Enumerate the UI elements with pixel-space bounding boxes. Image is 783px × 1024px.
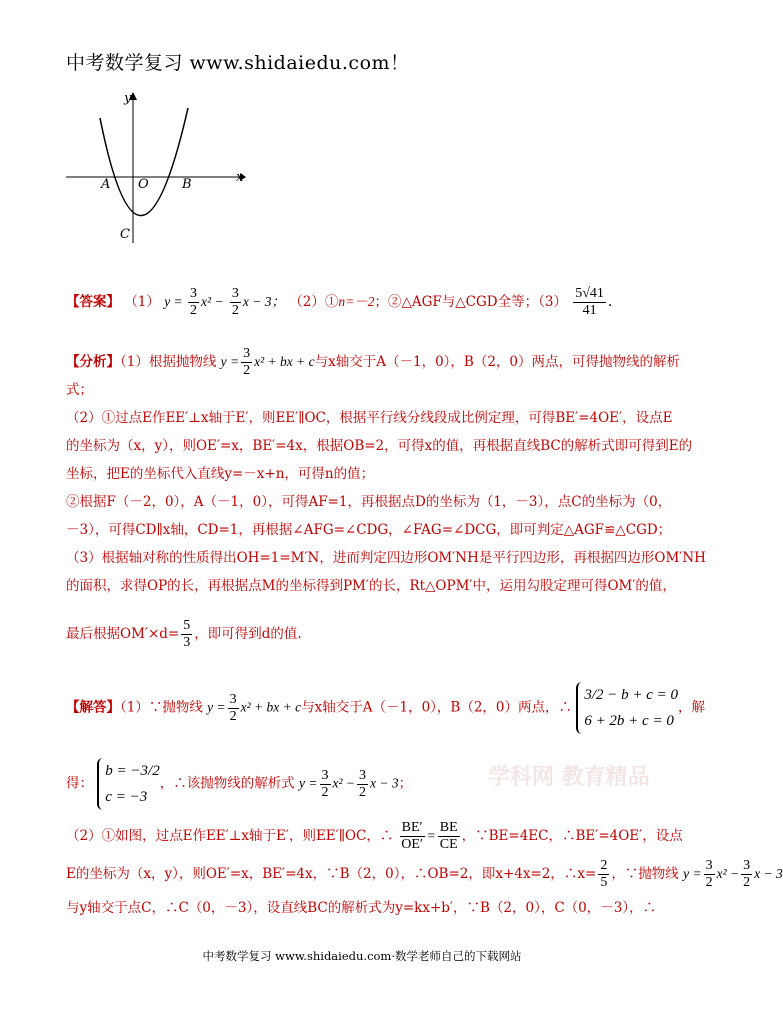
solution-line-4: E的坐标为（x，y），则OE′=x，BE′=4x，∵B（2，0），∴OB=2，即x+4x=2，∴x= $\frac{2}{5}$ ，∵抛物线 y = $\frac{3}{2}$ x² − $\frac{3}{2}$ x − 3 [66, 858, 783, 890]
answer-end: . [607, 294, 613, 310]
page-header: 中考数学复习 www.shidaiedu.com！ [66, 52, 410, 74]
solution-tag: 【解答】 [66, 699, 120, 716]
analysis-line-7: －3），可得CD∥x轴，CD=1，再根据∠AFG=∠CDG，∠FAG=∠DCG，即可判定△AGF≌△CGD； [66, 522, 672, 538]
answer-eq-mid: x² − [201, 294, 224, 309]
y-axis-label: y [124, 91, 132, 106]
parabola-graph [60, 88, 250, 248]
analysis-line-8: （3）根据轴对称的性质得出OH=1=M′N，进而判定四边形OM′NH是平行四边形，再根据四边形OM′NH [66, 550, 706, 566]
answer-part3-denominator: 41 [582, 303, 597, 318]
analysis-line-10: 最后根据OM′×d= $\frac{5}{3}$ ，即可得到d的值. [66, 618, 302, 650]
answer-part2-label: （2）① [289, 294, 339, 310]
answer-part3-numerator: 5√41 [575, 286, 604, 301]
solution-line-5: 与y轴交于点C，∴C（0，－3），设直线BC的解析式为y=kx+b′，∵B（2，0），C（0，－3），∴ [66, 900, 657, 916]
solution-line-1: 【解答】（1）∵抛物线 y = $\frac{3}{2}$ x² + bx + c与x轴交于A（－1，0），B（2，0）两点，∴ 3/2 − b + c = 0 6 + 2b + c = 0 ，解 [66, 682, 705, 734]
analysis-line-5: 坐标，把E的坐标代入直线y=－x+n，可得n的值； [66, 466, 375, 482]
point-b-label: B [182, 177, 192, 192]
page-footer: 中考数学复习 www.shidaiedu.com·数学老师自己的下载网站 [202, 949, 522, 963]
analysis-line-9: 的面积，求得OP的长，再根据点M的坐标得到PM′的长，Rt△OPM′中，运用勾股定理可得OM′的值， [66, 578, 676, 594]
answer-eq-lhs: y = [164, 294, 187, 309]
analysis-tag: 【分析】 [66, 354, 120, 370]
watermark: 学科网 教育精品 [488, 765, 650, 790]
x-axis-label: x [236, 170, 244, 185]
solution-line-2: 得： b = −3/2 c = −3 ，∴该抛物线的解析式 y = $\frac{3}{2}$ x² − $\frac{3}{2}$ x − 3； [66, 758, 412, 810]
analysis-line-2: 式； [66, 382, 93, 398]
answer-tag: 【答案】 [66, 294, 120, 310]
point-c-label: C [120, 227, 130, 242]
equation-system-2: b = −3/2 c = −3 [97, 758, 159, 810]
solution-line-3: （2）①如图，过点E作EE′⊥x轴于E′，则EE′∥OC，∴ $\frac{BE'}{OE'}$ = $\frac{BE}{CE}$ ，∵BE=4EC，∴BE′=4OE′，设点 [66, 820, 683, 852]
answer-part1-label: （1） [124, 294, 160, 310]
point-a-label: A [101, 177, 111, 192]
equation-system-1: 3/2 − b + c = 0 6 + 2b + c = 0 [576, 682, 678, 734]
analysis-line-4: 的坐标为（x，y），则OE′=x，BE′=4x，根据OB=2，可得x的值，再根据直线BC的解析式即可得到E的 [66, 438, 693, 454]
point-o-label: O [138, 177, 149, 192]
answer-part2-value: n=－2 [338, 294, 375, 309]
answer-line: 【答案】 （1） y = $\frac{3}{2}$ x² − $\frac{3}{2}$ x − 3； （2）①n=－2；②△AGF与△CGD全等；（3） $\frac{5√41}{41}$ . [66, 286, 613, 318]
answer-part2-text: ；②△AGF与△CGD全等；（3） [374, 294, 567, 310]
analysis-line-6: ②根据F（－2，0），A（－1，0），可得AF=1，再根据点D的坐标为（1，－3），点C的坐标为（0， [66, 494, 672, 510]
answer-eq-end: x − 3； [242, 294, 285, 309]
analysis-line-3: （2）①过点E作EE′⊥x轴于E′，则EE′∥OC，根据平行线分线段成比例定理，可得BE′=4OE′，设点E [66, 410, 673, 426]
analysis-line-1: 【分析】（1）根据抛物线 y = $\frac{3}{2}$ x² + bx + c与x轴交于A（－1，0），B（2，0）两点，可得抛物线的解析 [66, 346, 681, 378]
